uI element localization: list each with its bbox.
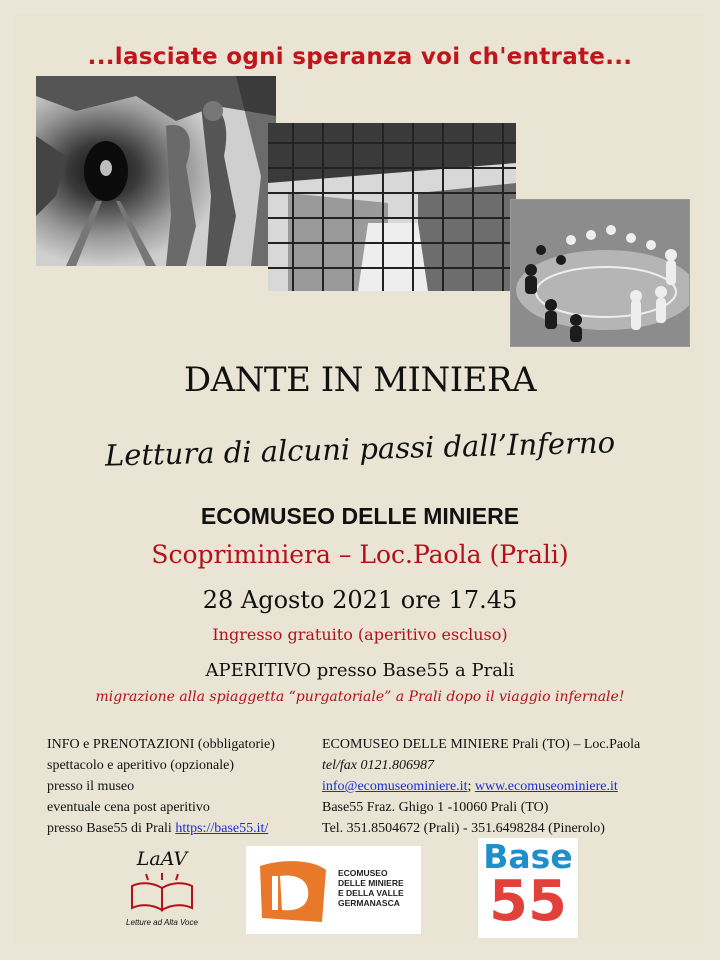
laav-mark: LaAV: [136, 848, 188, 870]
base55-logo-number: 55: [489, 869, 567, 934]
ecomuseo-mark-icon: [254, 856, 332, 926]
event-title: DANTE IN MINIERA: [183, 360, 537, 400]
book-icon: [128, 872, 196, 916]
info-line: eventuale cena post aperitivo: [47, 800, 210, 815]
dante-quote: ...lasciate ogni speranza voi ch'entrate...: [87, 44, 633, 70]
info-line: spettacolo e aperitivo (opzionale): [47, 758, 234, 773]
migration-note: migrazione alla spiaggetta “purgatoriale” a Prali dopo il viaggio infernale!: [95, 689, 625, 705]
ecomuseo-logo-line: GERMANASCA: [338, 898, 400, 908]
event-subtitle: Lettura di alcuni passi dall’Inferno: [104, 425, 616, 473]
info-right-block: [322, 734, 702, 839]
base55-website-link[interactable]: https://base55.it/: [175, 821, 269, 836]
ecomuseo-logo-text: [338, 868, 404, 908]
aperitivo-note: APERITIVO presso Base55 a Prali: [205, 660, 515, 681]
email-link[interactable]: info@ecomuseominiere.it: [322, 779, 468, 794]
laav-logo: [118, 848, 206, 934]
info-line: [322, 776, 702, 797]
info-line: ECOMUSEO DELLE MINIERE Prali (TO) – Loc.Paola: [322, 737, 641, 752]
info-text: presso Base55 di Prali: [47, 821, 176, 836]
info-line: [47, 818, 312, 839]
info-line: tel/fax 0121.806987: [322, 758, 434, 773]
base55-logo-word: Base: [483, 837, 573, 876]
info-left-block: [47, 734, 312, 839]
event-location: Scopriminiera – Loc.Paola (Prali): [151, 540, 569, 569]
info-line: INFO e PRENOTAZIONI (obbligatorie): [47, 737, 275, 752]
ecomuseo-website-link[interactable]: www.ecomuseominiere.it: [474, 779, 618, 794]
info-line: Tel. 351.8504672 (Prali) - 351.6498284 (Pinerolo): [322, 821, 605, 836]
mine-structure-grid-photo: [268, 123, 516, 291]
laav-caption: Letture ad Alta Voce: [126, 918, 198, 927]
mine-tunnel-photo: [36, 76, 276, 266]
base55-logo: [478, 838, 578, 938]
ecomuseo-logo-line: DELLE MINIERE: [338, 878, 404, 888]
ecomuseo-logo: [246, 846, 421, 934]
inferno-illustration: [510, 199, 690, 347]
ecomuseo-logo-line: ECOMUSEO: [338, 868, 388, 878]
entry-note: Ingresso gratuito (aperitivo escluso): [212, 625, 508, 644]
info-line: presso il museo: [47, 779, 135, 794]
info-line: Base55 Fraz. Ghigo 1 -10060 Prali (TO): [322, 800, 549, 815]
ecomuseo-logo-line: E DELLA VALLE: [338, 888, 404, 898]
separator: ;: [467, 779, 475, 794]
venue-name: ECOMUSEO DELLE MINIERE: [200, 503, 520, 529]
event-date: 28 Agosto 2021 ore 17.45: [202, 586, 518, 614]
